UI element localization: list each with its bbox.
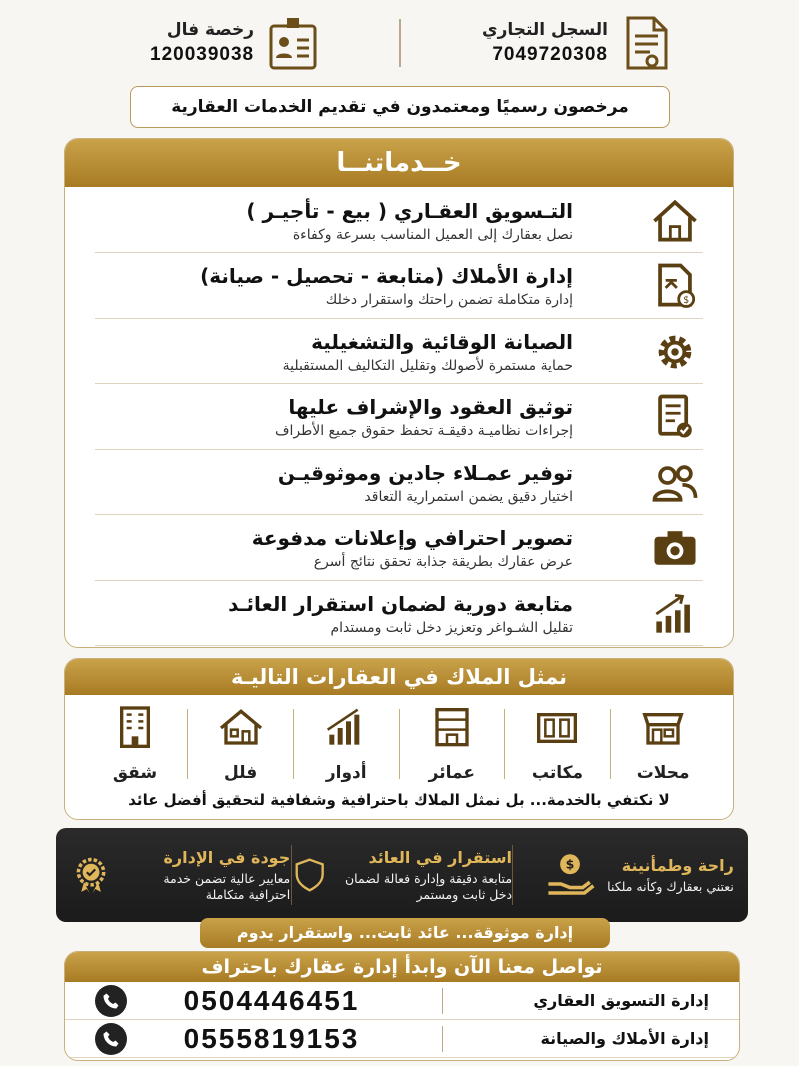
- office-icon: [532, 703, 582, 753]
- fal-label: رخصة فال: [166, 20, 255, 40]
- feature-title: جودة في الإدارة: [163, 847, 291, 867]
- service-sub: حماية مستمرة لأصولك وتقليل التكاليف المستقبلية: [282, 357, 573, 374]
- divider: [399, 19, 401, 67]
- divider: [610, 709, 611, 779]
- property-item: [193, 703, 288, 783]
- feature-title: استقرار في العائد: [368, 847, 513, 867]
- property-label: أدوار: [325, 763, 367, 783]
- commercial-number: 7049720308: [492, 44, 608, 65]
- service-item: [95, 517, 703, 581]
- contact-label: إدارة الأملاك والصيانة: [540, 1029, 709, 1048]
- service-sub: اختيار دقيق يضمن استمرارية التعاقد: [364, 488, 573, 505]
- building-icon: [427, 703, 477, 753]
- svg-text:$: $: [683, 294, 690, 306]
- service-item: [95, 320, 703, 384]
- property-item: [87, 703, 182, 783]
- properties-title: نمثل الملاك في العقارات التاليـة: [65, 659, 733, 695]
- users-icon: [647, 455, 703, 511]
- properties-note: لا نكتفي بالخدمة... بل نمثل الملاك باحترافية وشفافية لتحقيق أفضل عائد: [128, 791, 670, 809]
- properties-row: [65, 695, 733, 785]
- service-title: إدارة الأملاك (متابعة - تحصيل - صيانة): [200, 264, 573, 288]
- tagline: مرخصون رسميًا ومعتمدون في تقديم الخدمات العقارية: [130, 86, 670, 128]
- property-label: عمائر: [428, 763, 476, 783]
- camera-icon: [647, 520, 703, 576]
- feature-item: [292, 846, 512, 904]
- service-sub: إجراءات نظاميـة دقيقـة تحفظ حقوق جميع الأطراف: [274, 423, 573, 439]
- id-card-icon: [268, 16, 318, 70]
- contact-card: [64, 951, 740, 1061]
- commercial-label: السجل التجاري: [481, 20, 608, 40]
- service-sub: عرض عقارك بطريقة جذابة تحقق نتائج أسرع: [313, 554, 573, 570]
- hand-coin-icon: [543, 846, 597, 904]
- svg-text:$: $: [565, 856, 575, 872]
- divider: [504, 709, 505, 779]
- property-label: شقق: [112, 763, 158, 783]
- floors-chart-icon: [321, 703, 371, 753]
- shop-icon: [638, 703, 688, 753]
- house-icon: [647, 193, 703, 249]
- divider: [442, 1026, 443, 1052]
- divider: [442, 988, 443, 1014]
- villa-icon: [216, 703, 266, 753]
- service-title: متابعة دورية لضمان استقرار العائـد: [228, 591, 573, 616]
- property-label: محلات: [636, 763, 690, 783]
- property-label: مكاتب: [531, 763, 584, 783]
- divider: [399, 709, 400, 779]
- contact-label: إدارة التسويق العقاري: [533, 991, 709, 1010]
- service-title: الصيانة الوقائية والتشغيلية: [311, 329, 573, 354]
- fal-number: 120039038: [150, 44, 255, 65]
- slogan: إدارة موثوقة... عائد ثابت... واستقرار يدوم: [200, 918, 610, 948]
- shield-icon: [292, 846, 327, 904]
- service-sub: تقليل الشـواغر وتعزيز دخل ثابت ومستدام: [330, 619, 573, 636]
- document-icon: [622, 16, 670, 70]
- service-item: [95, 386, 703, 450]
- divider: [187, 709, 188, 779]
- document-money-icon: [647, 258, 703, 314]
- divider: [293, 709, 294, 779]
- services-card: [64, 138, 734, 648]
- divider: [291, 845, 292, 905]
- gear-icon: [647, 324, 703, 380]
- features-banner: [56, 828, 748, 922]
- service-item: [95, 451, 703, 515]
- property-label: فلل: [223, 763, 258, 783]
- property-item: [616, 703, 711, 783]
- contact-row: [65, 1020, 739, 1058]
- feature-item: [70, 846, 290, 904]
- properties-card: [64, 658, 734, 820]
- feature-sub: متابعة دقيقة وإدارة فعالة لضمان دخل ثابت ومستمر: [344, 870, 513, 902]
- phone-number[interactable]: 0504446451: [183, 984, 360, 1016]
- services-title: خــدماتنــا: [65, 139, 733, 187]
- fal-license: [150, 16, 318, 70]
- property-item: [510, 703, 605, 783]
- feature-title: راحة وطمأنينة: [621, 855, 734, 875]
- divider: [512, 845, 513, 905]
- phone-icon[interactable]: [95, 985, 127, 1017]
- service-item: [95, 255, 703, 319]
- badge-check-icon: [70, 846, 112, 904]
- feature-sub: نعتني بعقارك وكأنه ملكنا: [607, 878, 734, 894]
- feature-item: [514, 846, 734, 904]
- growth-chart-icon: [647, 586, 703, 642]
- contract-check-icon: [647, 389, 703, 445]
- gold-ribbon: [0, 0, 128, 28]
- service-title: التـسويق العقـاري ( بيع - تأجيـر ): [246, 198, 573, 223]
- service-title: تصوير احترافي وإعلانات مدفوعة: [251, 526, 573, 550]
- commercial-register: [482, 16, 670, 70]
- service-title: توثيق العقود والإشراف عليها: [288, 395, 573, 419]
- phone-number[interactable]: 0555819153: [183, 1022, 360, 1054]
- license-row: [150, 8, 670, 78]
- service-item: [95, 582, 703, 646]
- property-item: [404, 703, 499, 783]
- feature-sub: معايير عالية تضمن خدمة احترافية متكاملة: [163, 870, 291, 902]
- phone-icon[interactable]: [95, 1023, 127, 1055]
- service-item: [95, 189, 703, 253]
- property-item: [299, 703, 394, 783]
- contact-title: تواصل معنا الآن وابدأ إدارة عقارك باحتراف: [65, 952, 739, 982]
- service-sub: إدارة متكاملة تضمن راحتك واستقرار دخلك: [325, 292, 573, 308]
- contact-row: [65, 982, 739, 1020]
- service-sub: نصل بعقارك إلى العميل المناسب بسرعة وكفاءة: [292, 226, 573, 243]
- apartment-icon: [110, 703, 160, 753]
- service-title: توفير عمـلاء جادين وموثوقيـن: [277, 460, 573, 485]
